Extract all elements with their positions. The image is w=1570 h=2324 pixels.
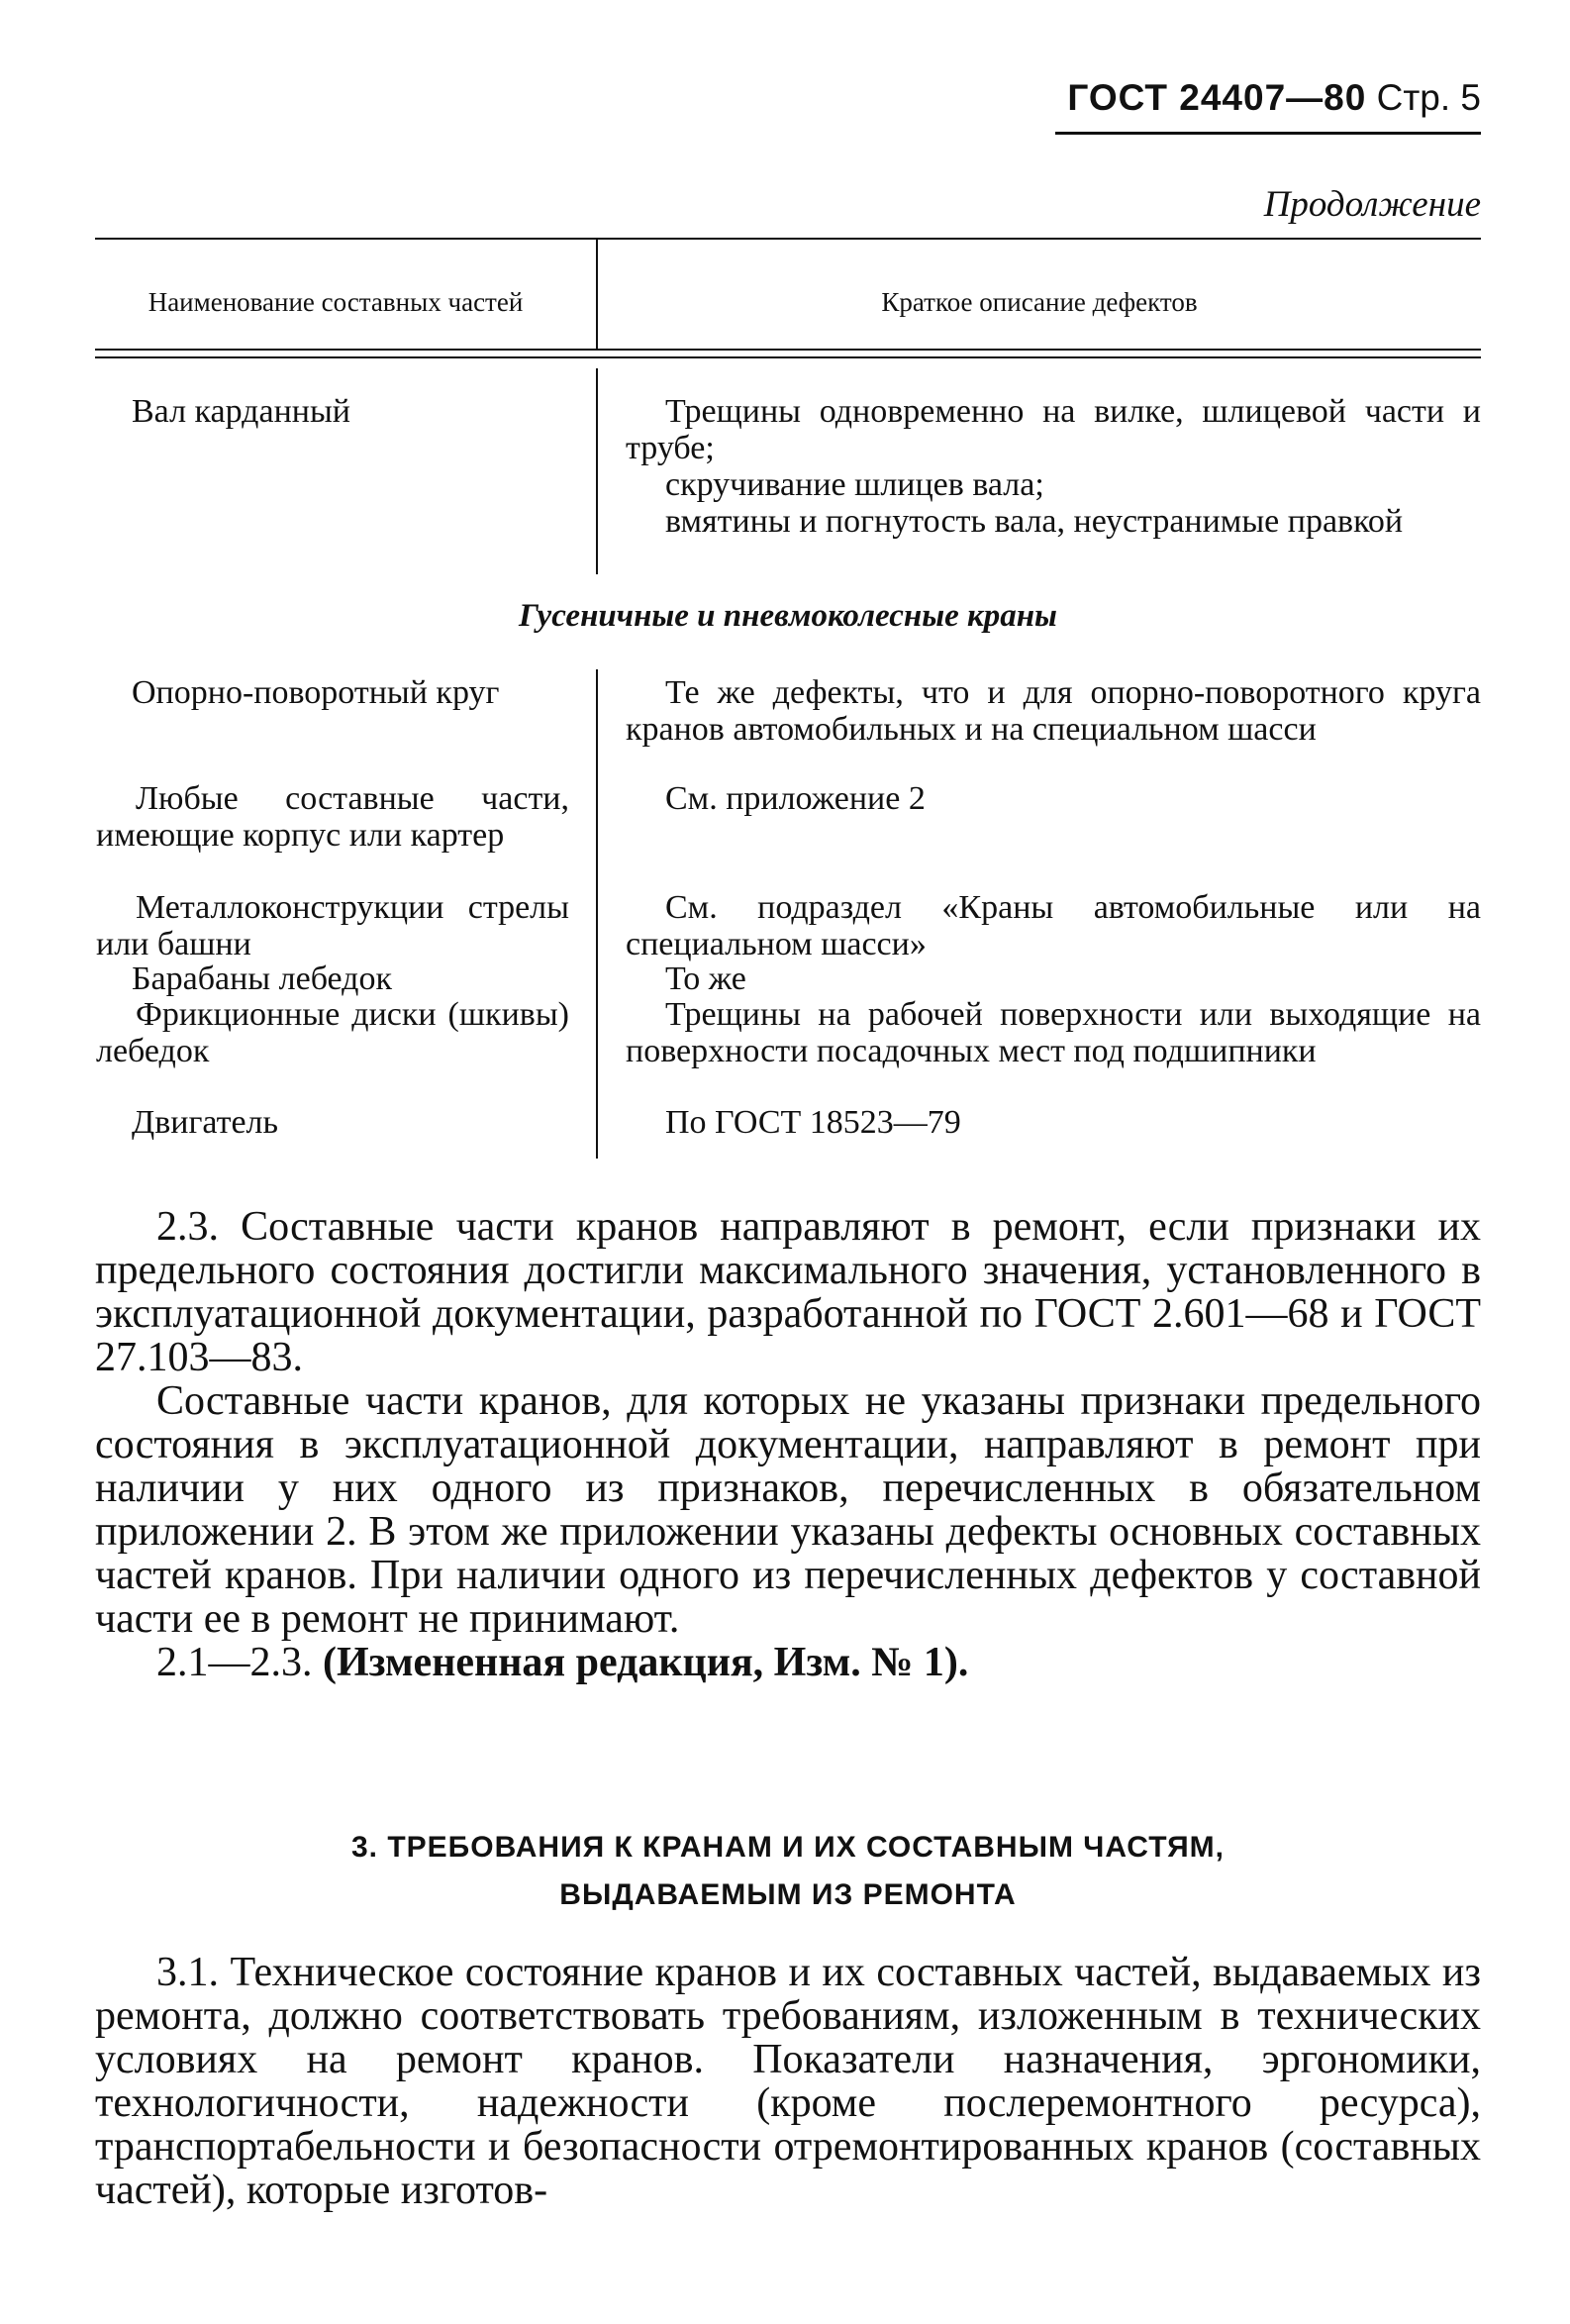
column-header-parts: Наименование составных частей — [147, 287, 524, 317]
table-header-rule — [95, 349, 1481, 351]
defect-text: Трещины на рабочей поверхности или выходящие на поверхности посадочных мест под подшипники — [626, 996, 1481, 1069]
paragraph-2-3-continued: Составные части кранов, для которых не указаны признаки предельного состояния в эксплуатационной документации, направляют в ремонт при наличии у них одного из признаков, перечисленных в обязательном приложении 2. В этом же приложении указаны дефекты основных составных частей кранов. При наличии одного из перечисленных дефектов у составной части ее в ремонт не принимают. — [95, 1378, 1481, 1642]
defect-item: скручивание шлицев вала; — [665, 466, 1044, 503]
part-name-housing-parts — [96, 780, 569, 854]
part-name-cardan-shaft: Вал карданный — [132, 393, 350, 430]
part-name-slewing-ring: Опорно-поворотный круг — [132, 674, 500, 711]
defect-description-housing-parts — [626, 780, 1481, 817]
defect-description-boom-structures — [626, 889, 1481, 962]
table-column-divider — [596, 368, 598, 574]
header-rule — [1055, 132, 1481, 135]
table-top-rule — [95, 238, 1481, 240]
section-title-line: 3. ТРЕБОВАНИЯ К КРАНАМ И ИХ СОСТАВНЫМ ЧАСТЯМ, — [350, 1831, 1226, 1864]
defect-item: Трещины одновременно на вилке, шлицевой части и трубе; — [626, 393, 1481, 466]
continuation-label: Продолжение — [1263, 184, 1481, 225]
table-header-rule-double — [95, 356, 1481, 358]
defect-text: То же — [665, 960, 746, 997]
part-name-text: Любые составные части, имеющие корпус или картер — [96, 780, 569, 854]
defect-description-friction-discs — [626, 996, 1481, 1069]
paragraph-2-3: 2.3. Составные части кранов направляют в ремонт, если признаки их предельного состояния достигли максимального значения, установленного в эксплуатационной документации, разработанной по ГОСТ 2.601—68 и ГОСТ 27.103—83. — [95, 1204, 1481, 1380]
defect-description-engine — [626, 1104, 1481, 1141]
paragraph-3-1: 3.1. Техническое состояние кранов и их составных частей, выдаваемых из ремонта, должно соответствовать требованиям, изложенным в технических условиях на ремонт кранов. Показатели назначения, эргономики, технологичности, надежности (кроме послеремонтного ресурса), транспортабельности и безопасности отремонтированных кранов (составных частей), которые изготов- — [95, 1950, 1481, 2213]
amendment-note — [95, 1641, 1481, 1684]
part-name-text: Металлоконструкции стрелы или башни — [96, 889, 569, 962]
document-number: ГОСТ 24407—80 — [1067, 77, 1367, 118]
section-3-title — [95, 1824, 1481, 1919]
defect-text: См. приложение 2 — [665, 780, 926, 817]
part-name-boom-structures — [96, 889, 569, 962]
defect-text: Те же дефекты, что и для опорно-поворотного круга кранов автомобильных и на специальном шасси — [626, 674, 1481, 748]
section-title-line: ВЫДАВАЕМЫМ ИЗ РЕМОНТА — [559, 1878, 1017, 1911]
part-name-friction-discs — [96, 996, 569, 1069]
page-number: Стр. 5 — [1376, 77, 1481, 118]
defect-description-slewing-ring — [626, 674, 1481, 748]
part-name-winch-drums: Барабаны лебедок — [132, 960, 393, 997]
defect-item: вмятины и погнутость вала, неустранимые правкой — [665, 503, 1404, 540]
part-name-engine: Двигатель — [132, 1104, 279, 1141]
defect-description-cardan-shaft — [626, 393, 1481, 540]
section-3-body — [95, 1951, 1481, 2212]
table-column-divider — [596, 669, 598, 1159]
section-2-body — [95, 1205, 1481, 1684]
column-header-defects: Краткое описание дефектов — [881, 287, 1198, 317]
defect-text: См. подраздел «Краны автомобильные или на специальном шасси» — [626, 889, 1481, 962]
page-header — [1055, 77, 1481, 119]
defect-description-winch-drums — [626, 960, 1481, 997]
part-name-text: Фрикционные диски (шкивы) лебедок — [96, 996, 569, 1069]
defect-text: По ГОСТ 18523—79 — [665, 1104, 961, 1141]
amendment-text: (Измененная редакция, Изм. № 1). — [323, 1640, 969, 1685]
table-group-title: Гусеничные и пневмоколесные краны — [519, 598, 1057, 634]
amendment-range: 2.1—2.3. — [156, 1640, 313, 1685]
